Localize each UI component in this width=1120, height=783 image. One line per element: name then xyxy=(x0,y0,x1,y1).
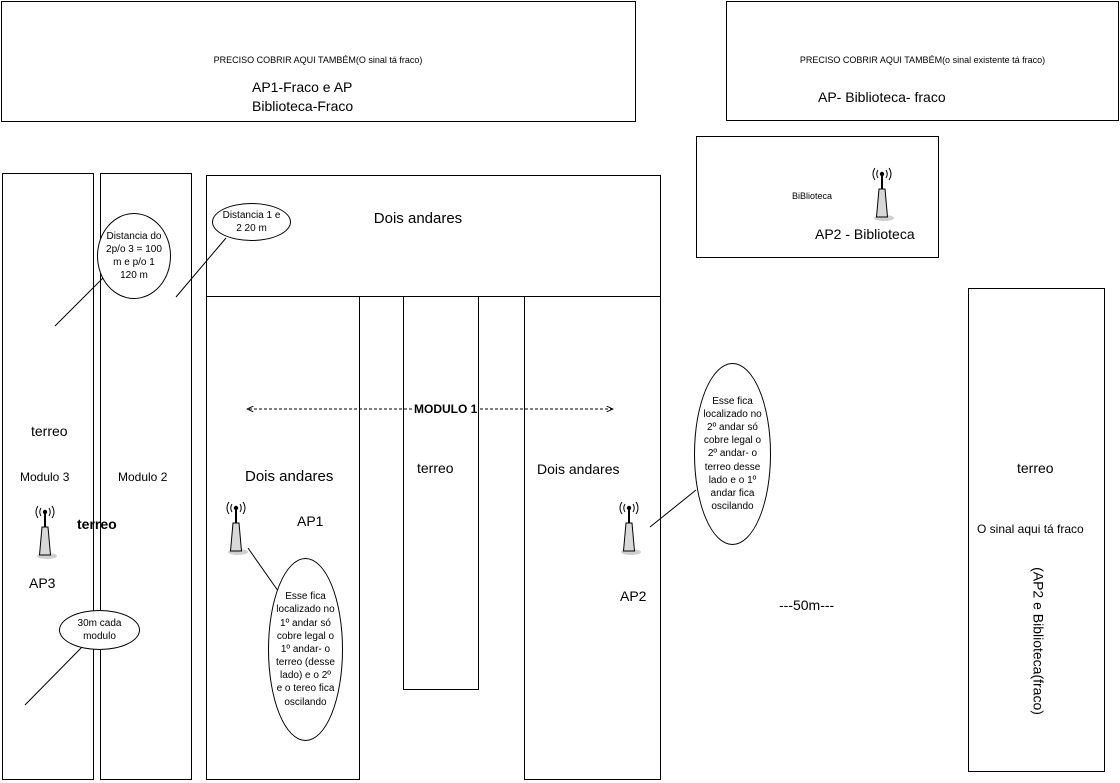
top-left-line1: AP1-Fraco e AP xyxy=(252,79,353,95)
right-building-floor: terreo xyxy=(1017,460,1054,476)
modulo3-floor-bold: terreo xyxy=(77,516,117,532)
ap1-label: AP1 xyxy=(297,513,324,529)
library-ap-label: AP2 - Biblioteca xyxy=(815,226,915,242)
modulo1-center-floor: terreo xyxy=(417,460,454,476)
top-right-status: AP- Biblioteca- fraco xyxy=(818,89,946,105)
wifi-antenna-icon xyxy=(223,499,249,555)
wifi-antenna-icon xyxy=(869,165,895,221)
wifi-antenna-icon xyxy=(616,499,642,555)
modulo1-top-floors: Dois andares xyxy=(373,210,463,227)
leader-distance-2-3 xyxy=(55,278,103,326)
leader-distance-1-2 xyxy=(176,238,226,297)
library-small-label: BiBlioteca xyxy=(792,191,833,201)
top-left-line2: Biblioteca-Fraco xyxy=(252,98,354,114)
top-right-note: PRECISO COBRIR AQUI TAMBÉM(o sinal existente tá fraco) xyxy=(799,55,1046,65)
modulo1-right-floors: Dois andares xyxy=(537,461,620,477)
ap3-label: AP3 xyxy=(29,575,56,591)
bubble-distance-1-2: Distancia 1 e 2 20 m xyxy=(212,203,291,241)
bubble-ap2-note: Esse fica localizado no 2º andar só cobre legal o 2º andar- o terreo desse lado e o 1º andar fica oscilando xyxy=(694,363,771,545)
bubble-module-size: 30m cada modulo xyxy=(59,610,140,650)
modulo3-name: Modulo 3 xyxy=(20,470,70,484)
modulo1-left-floors: Dois andares xyxy=(245,468,334,485)
distance-50m: ---50m--- xyxy=(779,597,835,613)
wifi-antenna-icon xyxy=(32,503,58,559)
bubble-ap1-note: Esse fica localizado no 1º andar só cobre legal o 1º andar- o terreo (desse lado) e o 2º e o tereo fica oscilando xyxy=(268,558,343,741)
modulo1-arrow-label: MODULO 1 xyxy=(414,402,478,416)
right-building-signal: O sinal aqui tá fraco xyxy=(977,522,1084,536)
leader-ap2-note xyxy=(650,490,696,527)
modulo2-name: Modulo 2 xyxy=(118,470,168,484)
right-building-vertical-note: (AP2 e Biblioteca(fraco) xyxy=(1030,567,1047,715)
top-left-note: PRECISO COBRIR AQUI TAMBÉM(O sinal tá fraco) xyxy=(213,55,423,65)
leader-module-size xyxy=(25,645,84,705)
bubble-distance-2-3: Distancia do 2p/o 3 = 100 m e p/o 1 120 m xyxy=(97,213,171,299)
ap2-label: AP2 xyxy=(620,588,647,604)
modulo3-floor: terreo xyxy=(31,423,68,439)
